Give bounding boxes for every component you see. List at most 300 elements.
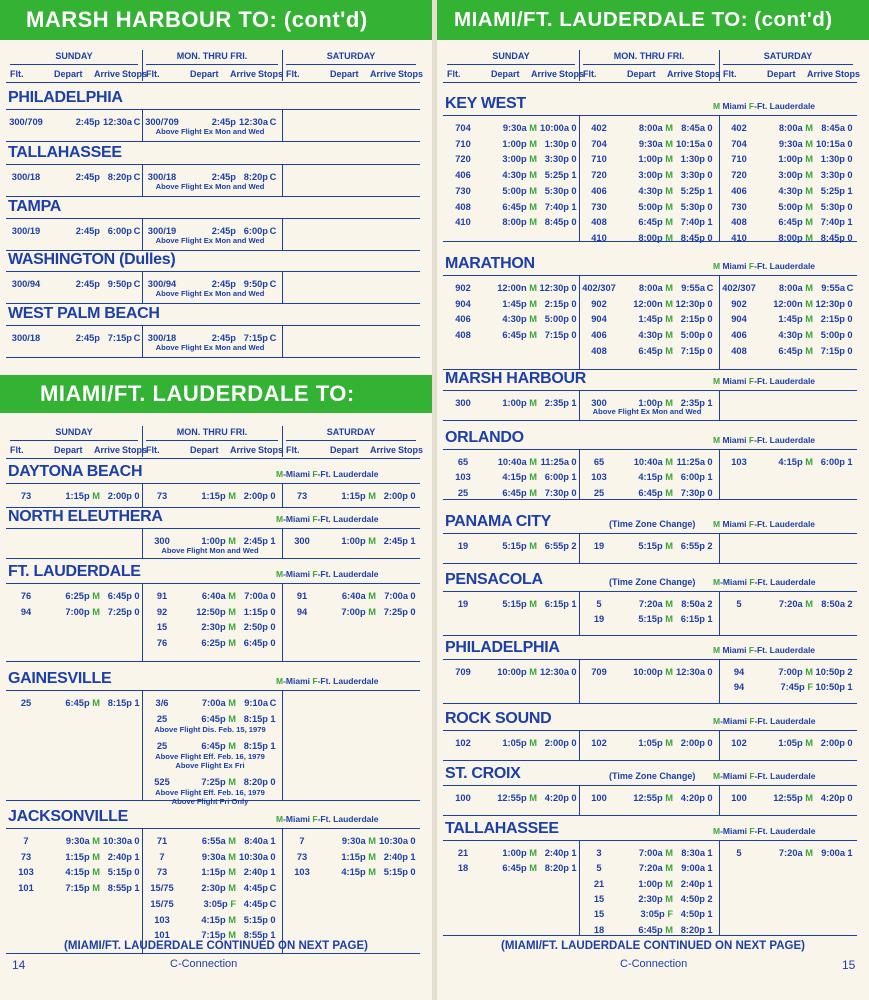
arrive-time: 8:15p [243,741,268,751]
depart-time: 1:15p M [201,491,236,501]
depart-time: 4:30p M [638,185,673,196]
flight-row [719,680,855,694]
arrive-time: 8:20p [544,863,569,874]
origin-code: M [662,924,673,935]
destination-section [6,803,420,954]
origin-code: M [662,154,673,165]
flight-number: 19 [593,614,605,625]
destination-header [443,634,857,660]
depart-time: 6:25p M [65,591,100,601]
stops: 0 [707,667,713,677]
origin-code: M [365,867,376,878]
arrive-time: 10:15a [676,138,705,149]
flight-number: 76 [156,637,168,648]
ft-lauderdale-code: F [748,519,755,529]
column-subheader: Flt. [146,445,160,455]
arrive-time: 5:30p [680,201,705,212]
origin-code: M [802,793,813,803]
arrive-time: 6:45p [107,591,132,601]
stops: C [269,333,277,343]
depart-time: 12:55p M [497,793,537,803]
stops: 1 [571,170,577,181]
column-subheader: Arrive [94,69,121,79]
origin-code: M [365,851,376,862]
origin-code: M [89,491,100,501]
miami-code: M [713,519,721,529]
arrive-time: 3:30p [680,170,705,181]
column-header [6,48,424,83]
destination-header [443,815,857,841]
flight-number: 5 [596,863,602,874]
flight-number: 300 [294,536,310,546]
column-subheader: Depart [190,69,219,79]
origin-code: M [802,170,813,181]
origin-code: M [526,314,537,325]
depart-time: 2:45p [211,279,236,289]
column-subheader: Stops [258,69,284,79]
stops: 2 [847,667,853,677]
flight-number: 73 [296,851,308,862]
flight-number: 76 [20,591,32,601]
flight-row [142,696,278,710]
flight-row [6,277,142,291]
depart-time: 1:00p M [502,138,537,149]
arrive-time: 2:00p [820,738,845,748]
depart-time: 5:00p M [778,201,813,212]
flight-number: 94 [733,682,745,693]
origin-code: M [662,185,673,196]
flight-row [443,328,579,342]
flight-row [6,589,142,603]
stops: 1 [707,614,713,625]
depart-time: 4:30p M [778,185,813,196]
origin-code: M [526,487,537,498]
column-subheader: Flt. [10,445,24,455]
depart-time: 5:15p M [638,614,673,625]
flight-row [719,168,855,182]
destination-header [443,760,857,786]
destination-section [443,760,857,816]
flight-row [443,137,579,151]
airport-legend: M-Miami F-Ft. Lauderdale [276,814,379,824]
arrive-time: 8:50a [821,599,845,609]
flight-row [142,865,278,879]
flight-number: 25 [593,487,605,498]
column-subheader: Stops [398,445,424,455]
flight-number: 408 [731,345,747,356]
depart-time: 5:15p M [502,541,537,551]
arrive-time: 8:45p [820,232,845,243]
destination-section [6,300,420,358]
origin-code: M [662,217,673,228]
arrive-time: 6:55p [544,541,569,551]
arrive-time: 4:50p [680,893,705,904]
stops: 0 [571,154,577,165]
origin-code: M [89,606,100,617]
flight-row [719,736,855,750]
flight-number: 300 [154,536,170,546]
destination-body [443,660,857,704]
stops: 0 [571,138,577,149]
stops: 0 [270,622,276,632]
origin-code: M [225,714,236,724]
arrive-time: 9:10a [244,698,268,708]
flight-row [579,539,715,553]
ft-lauderdale-code: F [312,469,318,479]
arrive-time: 7:30p [680,487,705,498]
flight-number: 100 [455,793,471,803]
column-divider [142,426,143,457]
stops: 0 [270,491,276,501]
origin-code: M [802,738,813,748]
stops: 0 [134,867,140,878]
stops: 1 [571,599,577,609]
arrive-time: 7:40p [680,217,705,228]
flight-number: 7 [23,836,29,846]
right-page [437,0,869,1000]
miami-code: M [276,814,284,824]
destination-name: TALLAHASSEE [8,144,122,161]
origin-code: M [662,848,673,858]
airport-legend: M-Miami F-Ft. Lauderdale [276,676,379,686]
arrive-time: 7:00a [244,591,268,601]
column-divider [282,110,283,141]
column-subheader: Depart [491,69,520,79]
origin-code: M [225,637,236,648]
airport-legend: M Miami F-Ft. Lauderdale [713,645,816,655]
flight-number: 25 [20,698,32,708]
flight-row [282,850,418,864]
stops: 0 [410,606,416,617]
destination-body [6,829,420,954]
destination-header [443,508,857,534]
arrive-time: 2:00p [107,491,132,501]
depart-time: 1:45p M [502,298,537,309]
arrive-time: 8:15p [243,714,268,724]
banner-miami-ft-lauderdale: MIAMI/FT. LAUDERDALE TO: [0,375,432,413]
stops: 0 [571,738,577,748]
arrive-time: 4:50p [680,909,705,920]
origin-code: M [802,201,813,212]
depart-time: 6:45p M [502,487,537,498]
flight-number: 410 [731,232,747,243]
depart-time: 1:05p M [638,738,673,748]
header-rule [443,82,857,83]
stops: 1 [571,472,577,483]
stops: 0 [707,793,713,803]
arrive-time: 7:25p [107,606,132,617]
stops: C [269,117,277,127]
column-divider [142,50,143,81]
origin-code: M [225,591,236,601]
arrive-time: 4:45p [243,898,268,909]
column-subheader: Flt. [286,445,300,455]
flight-number: 21 [457,848,469,858]
depart-time: 3:05p F [640,909,673,920]
arrive-time: 2:40p [544,848,569,858]
origin-code: M [802,314,813,325]
destination-section [443,566,857,636]
flight-number: 300/18 [147,333,177,343]
flight-row [443,396,579,410]
stops: 0 [707,330,713,341]
destination-body [443,786,857,816]
origin-code: M [365,606,376,617]
destination-header [6,803,420,829]
depart-time: 6:45p M [638,345,673,356]
ft-lauderdale-code: F [312,676,318,686]
destination-body [443,116,857,242]
origin-code: M [526,283,537,293]
depart-time: 6:55a M [201,836,236,846]
arrive-time: 8:50a [681,599,705,609]
flight-number: 15 [593,909,605,920]
column-divider [282,426,283,457]
stops: 0 [847,314,853,325]
arrive-time: 2:35p [544,398,569,408]
origin-code: M [225,491,236,501]
destination-section [443,508,857,564]
column-subheader: Depart [627,69,656,79]
flight-number: 5 [736,848,742,858]
origin-code: M [662,541,673,551]
flight-row [719,200,855,214]
arrive-time: 2:00p [680,738,705,748]
destination-section [443,424,857,500]
depart-time: 10:00p M [497,667,537,677]
flight-number: 94 [296,606,308,617]
flight-row [443,121,579,135]
depart-time: 4:30p M [638,330,673,341]
depart-time: 7:00a M [201,698,236,708]
flight-row [579,184,715,198]
destination-name: FT. LAUDERDALE [8,563,141,580]
flight-number: 408 [591,217,607,228]
time-zone-note: (Time Zone Change) [609,519,696,529]
flight-number: 406 [455,170,471,181]
depart-time: 1:15p M [341,491,376,501]
arrive-time: 8:55p [243,930,268,941]
origin-code: M [526,599,537,609]
column-subheader: Depart [54,445,83,455]
arrive-time: 5:25p [820,185,845,196]
flight-row [719,791,855,805]
column-subheader: Flt. [10,69,24,79]
arrive-time: 2:15p [544,298,569,309]
arrive-time: 8:20p [680,924,705,935]
flight-row [6,115,142,129]
depart-time: 6:45p M [778,217,813,228]
depart-time: 9:30a M [638,138,673,149]
stops: 0 [707,170,713,181]
stops: 0 [847,170,853,181]
flight-number: 65 [457,457,469,467]
flight-note: Above Flight Mon and Wed [161,545,259,555]
arrive-time: 12:30a [676,667,705,677]
flight-row [719,231,855,245]
flight-row [443,455,579,469]
arrive-time: 6:45p [243,637,268,648]
origin-code: F [664,909,673,920]
flight-row [579,665,715,679]
day-group-label: MON. THRU FRI. [583,48,715,65]
flight-row [719,297,855,311]
depart-time: 10:00p M [633,667,673,677]
arrive-time: 7:15p [544,330,569,341]
stops: 0 [270,777,276,787]
column-divider [282,165,283,196]
origin-code: M [802,848,813,858]
depart-time: 4:30p M [778,330,813,341]
arrive-time: 2:00p [243,491,268,501]
depart-time: 1:00p M [502,398,537,408]
depart-time: 12:00n M [497,283,537,293]
stops: 1 [707,848,713,858]
stops: 0 [270,591,276,601]
destination-header [6,665,420,691]
depart-time: 1:45p M [778,314,813,325]
stops: 1 [847,848,853,858]
arrive-time: 2:40p [243,867,268,878]
stops: 1 [571,848,577,858]
depart-time: 3:00p M [778,170,813,181]
flight-number: 3/6 [155,698,169,708]
origin-code: M [526,793,537,803]
origin-code: M [662,614,673,625]
time-zone-note: (Time Zone Change) [609,577,696,587]
origin-code: M [662,793,673,803]
depart-time: 3:05p F [203,898,236,909]
origin-code: M [802,185,813,196]
flight-number: 25 [156,714,168,724]
flight-number: 710 [455,138,471,149]
arrive-time: 2:40p [383,851,408,862]
flight-row [719,328,855,342]
flight-row [142,605,278,619]
arrive-time: 8:45a [821,123,845,133]
flight-row [719,215,855,229]
miami-code: M [713,645,721,655]
airport-legend: M Miami F-Ft. Lauderdale [713,376,816,386]
stops: 2 [847,599,853,609]
arrive-time: 2:15p [680,314,705,325]
stops: C [269,226,277,236]
flight-row [6,881,142,895]
depart-time: 1:45p M [638,314,673,325]
origin-code: M [365,536,376,546]
depart-time: 6:45p M [502,201,537,212]
arrive-time: 5:30p [820,201,845,212]
airport-legend: M Miami F-Ft. Lauderdale [713,519,816,529]
stops: 1 [707,472,713,483]
origin-code: M [802,283,813,293]
stops: 0 [847,793,853,803]
flight-row [443,736,579,750]
origin-code: M [526,738,537,748]
flight-row [443,846,579,860]
flight-number: 406 [731,185,747,196]
flight-number: 15/75 [150,883,174,894]
origin-code: M [225,741,236,751]
stops: 0 [571,314,577,325]
flight-note: Above Flight Ex Mon and Wed [155,236,265,245]
column-subheader: Depart [190,445,219,455]
flight-number: 709 [455,667,471,677]
flight-row [6,605,142,619]
miami-code: M [713,376,721,386]
origin-code: M [662,138,673,149]
flight-number: 73 [156,491,168,501]
flight-number: 300/709 [9,117,43,127]
depart-time: 9:30a M [778,138,813,149]
day-group-label: MON. THRU FRI. [146,424,278,441]
origin-code: M [225,606,236,617]
origin-code: M [802,217,813,228]
depart-time: 2:45p [211,117,236,127]
day-group-label: SUNDAY [10,48,138,65]
column-subheader: Stops [559,69,585,79]
column-subheader: Stops [258,445,284,455]
destination-body [443,841,857,936]
flight-row [282,489,418,503]
arrive-time: 4:20p [544,793,569,803]
arrive-time: 4:45p [243,883,268,894]
flight-row [579,470,715,484]
stops: 0 [571,793,577,803]
flight-number: 300 [455,398,471,408]
depart-time: 7:00p M [778,667,813,677]
arrive-time: 4:20p [680,793,705,803]
depart-time: 1:05p M [778,738,813,748]
depart-time: 2:45p [211,226,236,236]
depart-time: 1:00p M [638,154,673,165]
arrive-time: 7:25p [383,606,408,617]
flight-number: 103 [731,457,747,467]
flight-number: 101 [154,930,170,941]
flight-row [579,892,715,906]
flight-row [443,168,579,182]
flight-number: 71 [156,836,168,846]
origin-code: M [526,863,537,874]
column-subheader: Stops [695,69,721,79]
stops: 0 [270,914,276,925]
flight-number: 709 [591,667,607,677]
flight-number: 103 [294,867,310,878]
depart-time: 4:15p M [638,472,673,483]
depart-time: 1:15p M [65,491,100,501]
flight-row [719,184,855,198]
arrive-time: 8:20p [243,172,268,182]
flight-number: 101 [18,883,34,894]
flight-row [443,281,579,295]
depart-time: 2:45p [75,279,100,289]
flight-number: 402 [591,123,607,133]
destination-header [6,193,420,219]
origin-code: M [526,298,537,309]
airport-legend: M-Miami F-Ft. Lauderdale [713,716,816,726]
destination-name: PHILADELPHIA [8,89,123,106]
flight-number: 5 [596,599,602,609]
depart-time: 10:40a M [497,457,537,467]
flight-row [142,850,278,864]
continued-footer: (MIAMI/FT. LAUDERDALE CONTINUED ON NEXT PAGE) [501,940,805,952]
origin-code: M [662,123,673,133]
depart-time: 5:15p M [638,541,673,551]
origin-code: M [225,883,236,894]
depart-time: 6:45p M [638,217,673,228]
flight-number: 91 [296,591,308,601]
flight-number: 15/75 [150,898,174,909]
